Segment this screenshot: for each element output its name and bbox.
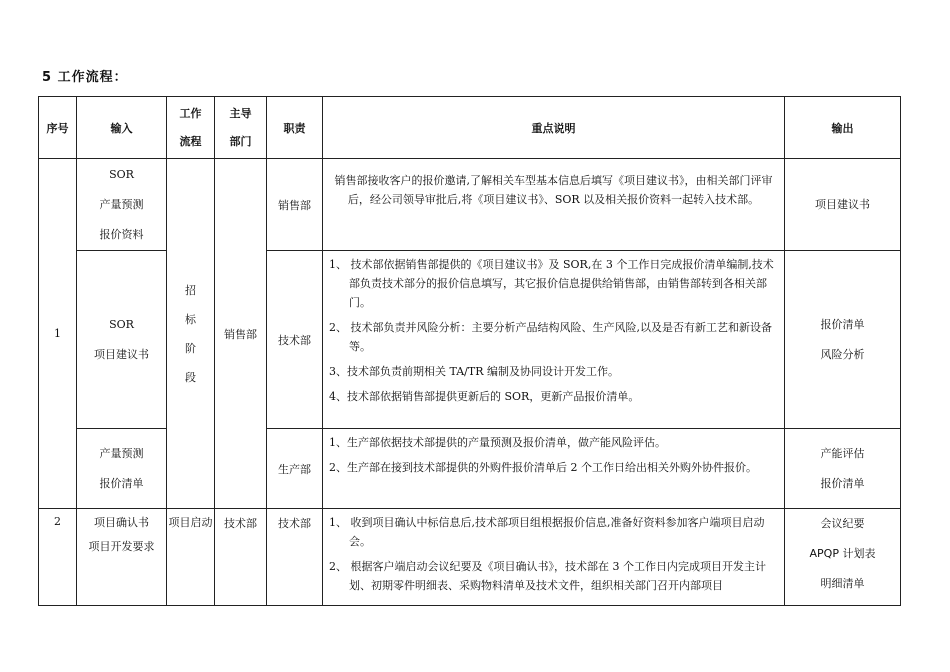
desc-item: 3、技术部负责前期相关 TA/TR 编制及协同设计开发工作。 [329,365,619,378]
row1-sub2-role: 技术部 [267,251,323,429]
output-item: 明细清单 [820,577,865,590]
header-flow [167,97,215,159]
desc-item: 2、生产部在接到技术部提供的外购件报价清单后 2 个工作日给出相关外购外协件报价。 [329,461,757,474]
row1-sub2-outputs [785,251,901,429]
table-row [39,509,901,606]
row2-seq [39,509,77,606]
input-item: 产量预测 [99,446,144,460]
row2-flow [167,509,215,606]
row1-sub3-inputs [77,429,167,509]
output-item: 风险分析 [820,347,865,361]
input-item: 项目开发要求 [88,540,155,553]
flow-char: 标 [185,312,196,326]
row1-sub1-role: 销售部 [267,159,323,251]
flow-char: 招 [185,283,196,297]
row2-desc [323,509,785,606]
row1-flow [167,159,215,509]
row1-sub2-inputs [77,251,167,429]
row2-role-value: 技术部 [278,517,311,530]
header-row [39,97,901,159]
header-output: 输出 [785,97,901,159]
input-item: 产量预测 [99,197,144,211]
output-item: 报价清单 [820,317,865,331]
output-item: 会议纪要 [820,517,865,530]
row2-dept-value: 技术部 [224,517,257,530]
header-seq: 序号 [39,97,77,159]
desc-item: 4、技术部依据销售部提供更新后的 SOR，更新产品报价清单。 [329,390,640,403]
input-item: 报价资料 [99,227,144,241]
desc-paragraph: 销售部接收客户的报价邀请,了解相关车型基本信息后填写《项目建议书》，由相关部门评审后，经公司领导审批后,将《项目建议书》、SOR 以及相关报价资料一起转入技术部。 [334,174,773,206]
input-item: 报价清单 [99,476,144,490]
row2-role [267,509,323,606]
header-dept-line2: 部门 [229,134,252,148]
desc-item: 1、 收到项目确认中标信息后,技术部项目组根据报价信息,准备好资料参加客户端项目启动会。 [329,516,765,548]
flow-char: 段 [185,370,196,384]
output-item: 产能评估 [820,446,865,460]
input-item: SOR [109,317,134,331]
row2-inputs [77,509,167,606]
table-row [39,159,901,251]
header-flow-line2: 流程 [179,134,202,148]
flow-char: 阶 [185,341,196,355]
row1-sub1-desc [323,159,785,251]
header-dept-line1: 主导 [229,106,252,120]
desc-item: 2、 根据客户端启动会议纪要及《项目确认书》，技术部在 3 个工作日内完成项目开发主计划、初期零件明细表、采购物料清单及技术文件，组织相关部门召开内部项目 [329,560,766,592]
workflow-table [38,96,901,606]
header-dept [215,97,267,159]
row1-seq: 1 [39,159,77,509]
row1-sub3-role: 生产部 [267,429,323,509]
input-item: 项目建议书 [94,347,149,361]
header-desc: 重点说明 [323,97,785,159]
row1-sub3-desc [323,429,785,509]
row2-flow-value: 项目启动 [168,516,213,529]
row1-sub3-outputs [785,429,901,509]
desc-item: 1、生产部依据技术部提供的产量预测及报价清单，做产能风险评估。 [329,436,666,449]
row1-sub1-outputs [785,159,901,251]
desc-item: 2、 技术部负责并风险分析：主要分析产品结构风险、生产风险,以及是否有新工艺和新设备等。 [329,321,772,353]
header-flow-line1: 工作 [179,106,202,120]
input-item: 项目确认书 [94,516,149,529]
row1-sub2-desc [323,251,785,429]
row2-outputs [785,509,901,606]
header-input: 输入 [77,97,167,159]
row1-sub1-inputs [77,159,167,251]
output-item: 项目建议书 [815,197,870,211]
output-item: APQP 计划表 [809,547,876,560]
section-heading: 5 工作流程： [42,70,128,85]
output-item: 报价清单 [820,476,865,490]
desc-item: 1、 技术部依据销售部提供的《项目建议书》及 SOR,在 3 个工作日完成报价清单编制,技术部负责技术部分的报价信息填写，其它报价信息提供给销售部，由销售部转到各相关部门。 [329,258,774,309]
row2-seq-value: 2 [54,515,61,528]
row1-dept: 销售部 [215,159,267,509]
row2-dept [215,509,267,606]
input-item: SOR [109,167,134,181]
header-role: 职责 [267,97,323,159]
